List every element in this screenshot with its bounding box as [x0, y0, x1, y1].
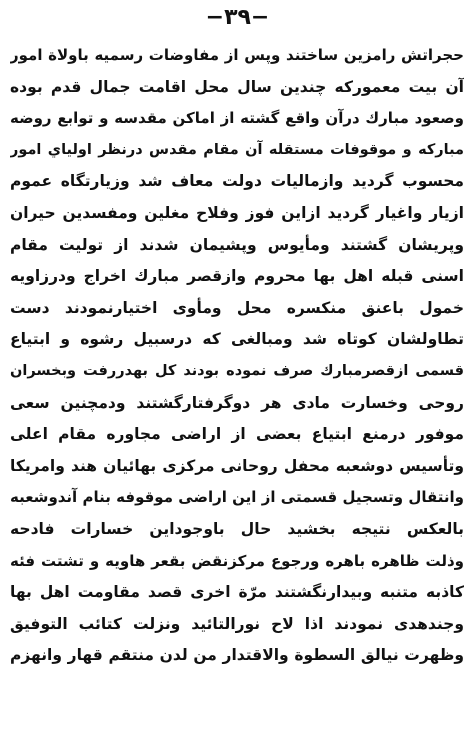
text-line: وظهرت نيالق السطوة والاقتدار من لدن منتقم قهار وانهزم — [10, 646, 464, 665]
text-line: آن بيت معموركه چندين سال محل اقامت جمال قدم بوده — [10, 77, 464, 96]
page-number: −٣٩− — [205, 5, 270, 30]
text-line: ازيار واغيار گرديد ازاين فوز وفلاح مغلين ومفسدين حيران — [10, 203, 464, 222]
text-line: وذلت ظاهره باهره ورجوع مركزنقض بقعر هاويه و تشتت فئه — [10, 551, 464, 570]
text-line: خمول باعنق منكسره محل ومأوى اختيارنمودند دست — [10, 298, 464, 317]
text-line: حجراتش رامزين ساختند وپس از مفاوضات رسميه باولاة امور — [10, 46, 464, 64]
text-line: بالعكس نتيجه بخشيد حال باوجوداين خسارات فادحه — [10, 519, 464, 538]
text-line: قسمى ازقصرمبارك صرف نموده بودند كل بهدررفت وبخسران — [10, 362, 464, 379]
text-body — [10, 40, 464, 672]
text-line: مباركه و موقوفات مستقله آن مقام مقدس درنظر اولياي امور — [10, 141, 464, 158]
text-line: محسوب گرديد وازماليات دولت معاف شد وزيارتگاه عموم — [10, 172, 464, 191]
text-line: موفور درمنع ابتياع بعضى از اراضى مجاوره مقام اعلى — [10, 425, 464, 444]
text-line: وجندهدى نمودند اذا لاح نورالتائيد ونزلت كتائب التوفيق — [10, 614, 464, 633]
text-line: كاذبه متنبه وبيدارنگشتند مرّة اخرى قصد مقاومت اهل بها — [10, 583, 464, 602]
text-line: اسنى قبله اهل بها محروم وازقصر مبارك اخراج ودرزاويه — [10, 267, 464, 286]
text-line: وپريشان گشتند ومأيوس وپشيمان شدند از توليت مقام — [10, 235, 464, 254]
text-line: روحى وخسارت مادى هر دوگرفتارگشتند ودمچنين سعى — [10, 393, 464, 412]
text-line: وتأسيس دوشعبه محفل روحانى مركزى بهائيان هند وامريكا — [10, 456, 464, 475]
text-line: تطاولشان كوتاه شد ومبالغى كه درسبيل رشوه و ابتياع — [10, 330, 464, 349]
text-line: وصعود مبارك درآن واقع گشته از اماكن مقدسه و توابع روضه — [10, 109, 464, 128]
text-line: وانتقال وتسجيل قسمتى از اين اراضى موقوفه بنام آندوشعبه — [10, 488, 464, 507]
